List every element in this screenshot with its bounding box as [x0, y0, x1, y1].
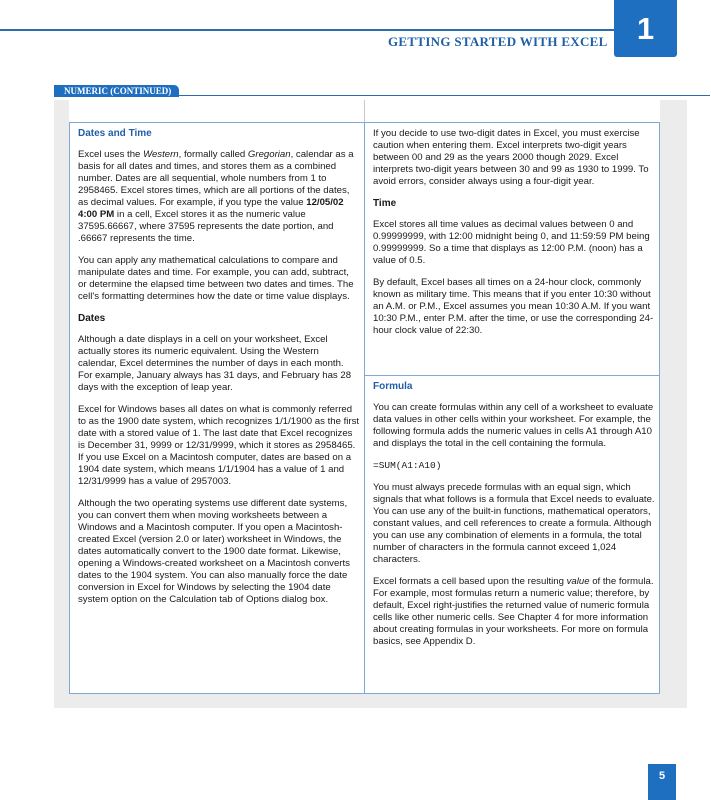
dates-and-time-paragraph-2: You can apply any mathematical calculations to compare and manipulate dates and time. For example, you can add, subtract, or determine the elapsed time between two dates and times. The cell's formatting determines how the date or time value displays. — [78, 255, 354, 302]
text-run: , calendar as a basis for all dates and times, and stores them as a combined number. Dates are all sequential, whole numbers from 1 to 2958465. Excel stores times, which are all portions of the dates, as decimal values. For example, if you type the value — [78, 149, 354, 208]
chapter-number-tab — [614, 0, 677, 57]
formula-paragraph-3 — [373, 576, 655, 648]
formula-paragraph-2: You must always precede formulas with an equal sign, which signals that what follows is a formula that Excel needs to evaluate. You can use any of the built-in functions, mathematical operators, constant values, and cell references to create a formula. Although you can use any combination of elements in a formula, the total number of characters in the formula cannot exceed 1,024 characters. — [373, 482, 655, 565]
text-run: in a cell, Excel stores it as the numeric value 37595.66667, where 37595 represents the date portion, and .66667 represents the time. — [78, 209, 334, 244]
dates-paragraph-3: Although the two operating systems use different date systems, you can convert them when moving worksheets between a Windows and a Macintosh computer. If you open a Macintosh-created Excel (version 2.0 or later) worksheet in Windows, the dates automatically convert to the 1900 date format. Likewise, opening a Windows-created worksheet on a Macintosh converts dates to the 1904 system. You can also manually force the date conversion in Excel for Windows by selecting the 1904 date system option on the Calculation tab of Options dialog box. — [78, 498, 350, 605]
value-term: value — [566, 576, 590, 587]
formula-paragraph-1: You can create formulas within any cell of a worksheet to evaluate data values in other cells within your worksheet. For example, the following formula adds the numeric values in cells A1 through A10 and displays the total in the cell containing the formula. — [373, 402, 654, 449]
time-subheading: Time — [373, 198, 397, 209]
text-run: , formally called — [178, 149, 248, 160]
time-paragraph-1: Excel stores all time values as decimal values between 0 and 0.99999999, with 12:00 midnight being 0, and 11:59:59 PM being 0.99999999. So a time that displays as 12:00 P.M. (noon) has a value of 0.5. — [373, 219, 650, 266]
formula-example: =SUM(A1:A10) — [373, 460, 442, 471]
text-run: Excel uses the — [78, 149, 144, 160]
dates-subheading: Dates — [78, 313, 106, 324]
western-term: Western — [143, 149, 179, 160]
column-divider — [364, 100, 365, 123]
two-digit-dates-paragraph: If you decide to use two-digit dates in Excel, you must exercise caution when entering them. Excel interprets two-digit years between 00 and 29 as the years 2000 though 2029. Excel interprets two-digit years between 30 and 99 as 1930 to 1999. To avoid errors, consider always using a four-digit year. — [373, 128, 649, 187]
time-paragraph-2: By default, Excel bases all times on a 24-hour clock, commonly known as military time. This means that if you enter 10:30 without an A.M. or P.M., Excel assumes you mean 10:30 A.M. If you want 10:30 P.M., enter P.M. after the time, or use the corresponding 24-hour clock value of 22:30. — [373, 277, 654, 336]
header-rule — [0, 29, 621, 31]
dates-paragraph-1: Although a date displays in a cell on your worksheet, Excel actually stores its numeric equivalent. Using the Western calendar, Excel determines the number of days in each month. For example, January always has 31 days, and February has 28 days with the exception of leap year. — [78, 334, 352, 393]
section-label: NUMERIC (CONTINUED) — [54, 85, 179, 97]
text-run: of the formula. For example, most formulas return a numeric value; therefore, by default, Excel right-justifies the returned value of numeric formula cells like other numeric cells. See Chapter 4 for more information about creating formulas in your worksheets. For more on formula basics, see Appendix D. — [373, 576, 654, 647]
page-number: 5 — [648, 764, 676, 800]
example-value: 12/05/02 4:00 PM — [78, 197, 344, 220]
right-bottom-column — [373, 381, 655, 658]
text-run: Excel formats a cell based upon the resulting — [373, 576, 567, 587]
left-column — [78, 128, 360, 616]
formula-heading: Formula — [373, 381, 413, 392]
column-top-strip — [69, 100, 660, 123]
chapter-title: GETTING STARTED WITH EXCEL — [388, 34, 608, 49]
dates-and-time-paragraph-1 — [78, 149, 360, 245]
dates-paragraph-2: Excel for Windows bases all dates on what is commonly referred to as the 1900 date system, which recognizes 1/1/1900 as the first date with a stored value of 1. The last date that Excel recognizes is December 31, 9999 or 12/31/9999, which it stores as 2958465. If you use Excel on a Macintosh computer, dates are based on a 1904 date system, which means 1/1/1904 has a value of 1 and 12/31/9999 has a value of 2957003. — [78, 404, 360, 487]
chapter-number: 1 — [636, 10, 655, 46]
dates-and-time-heading: Dates and Time — [78, 128, 152, 139]
gregorian-term: Gregorian — [247, 149, 291, 160]
right-top-column — [373, 128, 655, 347]
